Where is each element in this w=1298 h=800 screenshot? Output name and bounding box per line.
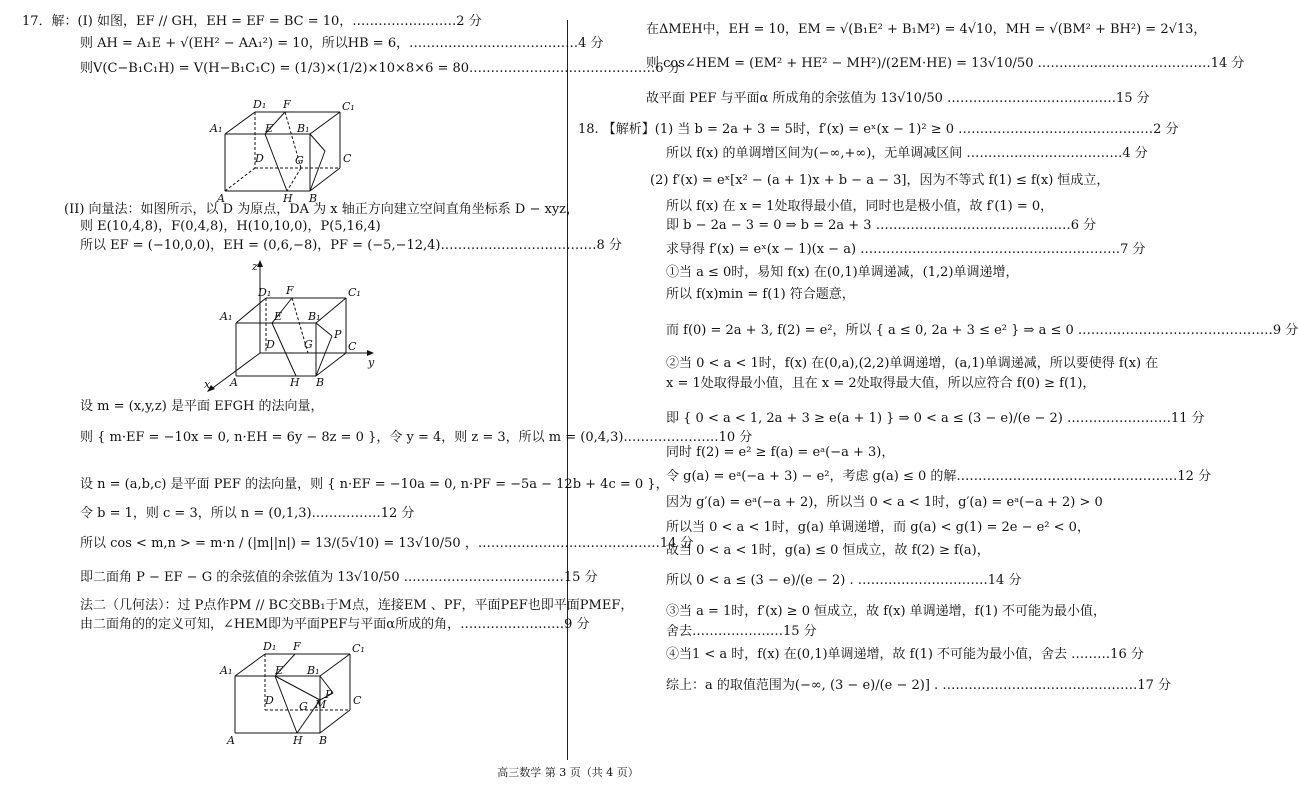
solution-line: 即 b − 2a − 3 = 0 ⇒ b = 2a + 3 ………………………………………6 分	[666, 218, 1097, 233]
solution-line: ②当 0 < a < 1时，f(x) 在(0,a),(2,2)单调递增，(a,1)单调递减，所以要使得 f(x) 在	[666, 356, 1159, 371]
solution-line: 18. 【解析】(1) 当 b = 2a + 3 = 5时，f′(x) = eˣ(x − 1)² ≥ 0 ………………………………………2 分	[578, 122, 1179, 137]
solution-line: ③当 a = 1时，f′(x) ≥ 0 恒成立，故 f(x) 单调递增，f(1) 不可能为最小值，	[666, 604, 1107, 619]
solution-17-line: 即二面角 P − EF − G 的余弦值的余弦值为 13√10/50 .………………………………15 分	[80, 570, 598, 585]
figure-vertex-label: D₁	[263, 640, 277, 653]
figure-vertex-label: H	[290, 376, 300, 389]
figure-vertex-label: H	[283, 192, 293, 205]
figure-vertex-label: A₁	[210, 122, 223, 135]
solution-17-line: 则 E(10,4,8)，F(0,4,8)，H(10,10,0)，P(5,16,4)	[80, 219, 381, 234]
solution-line: 而 f(0) = 2a + 3, f(2) = e²，所以 { a ≤ 0, 2a + 3 ≤ e² } ⇒ a ≤ 0 ………………………………………9 分	[666, 323, 1298, 338]
solution-17-line: 所以 cos < m,n > = m·n / (|m||n|) = 13/(5√10) = 13√10/50 ，……………………………………14 分	[80, 536, 694, 551]
solution-17-line: 17．解：(I) 如图，EF // GH，EH = EF = BC = 10，……………………2 分	[22, 14, 482, 29]
figure-vertex-label: y	[368, 356, 375, 369]
solution-line: 综上：a 的取值范围为(−∞, (3 − e)/(e − 2)] . ………………………………………17 分	[666, 678, 1171, 693]
solution-17-line: 法二（几何法）：过 P点作PM // BC交BB₁于M点，连接EM 、PF，平面PEF也即平面PMEF，	[80, 598, 634, 613]
figure-vertex-label: P	[334, 328, 342, 341]
solution-line: 因为 g′(a) = eᵃ(−a + 2)，所以当 0 < a < 1时，g′(a) = eᵃ(−a + 2) > 0	[666, 495, 1103, 510]
solution-line: ④当1 < a 时，f(x) 在(0,1)单调递增，故 f(1) 不可能为最小值，舍去 ………16 分	[666, 647, 1144, 662]
figure-vertex-label: D	[266, 338, 275, 351]
solution-line: ①当 a ≤ 0时，易知 f(x) 在(0,1)单调递减，(1,2)单调递增，	[666, 265, 1019, 280]
figure-vertex-label: z	[252, 260, 258, 273]
figure-vertex-label: D	[265, 694, 274, 707]
solution-line: 故平面 PEF 与平面α 所成角的余弦值为 13√10/50 …………………………………15 分	[646, 91, 1150, 106]
column-divider	[567, 20, 568, 760]
solution-line: 故当 0 < a < 1时，g(a) ≤ 0 恒成立，故 f(2) ≥ f(a)，	[666, 543, 990, 558]
solution-17-line: 设 n = (a,b,c) 是平面 PEF 的法向量，则 { n·EF = −10a = 0, n·PF = −5a − 12b + 4c = 0 }，	[80, 477, 669, 492]
figure-vertex-label: E	[275, 664, 284, 677]
figure-vertex-label: C	[348, 340, 357, 353]
solution-line: 舍去…………………15 分	[666, 624, 817, 639]
figure-vertex-label: F	[286, 284, 294, 297]
figure-vertex-label: D₁	[253, 98, 267, 111]
figure-vertex-label: C₁	[342, 100, 355, 113]
solution-17-line: 所以 EF = (−10,0,0)，EH = (0,6,−8)，PF = (−5,−12,4)………………………………8 分	[80, 238, 622, 253]
figure-vertex-label: F	[283, 98, 291, 111]
figure-vertex-label: B₁	[297, 122, 310, 135]
figure-vertex-label: B₁	[307, 664, 320, 677]
solution-line: 所以 f(x) 在 x = 1处取得最小值，同时也是极小值，故 f′(1) = 0，	[666, 199, 1054, 214]
figure-vertex-label: A	[230, 376, 238, 389]
page-footer: 高三数学 第 3 页（共 4 页）	[497, 766, 639, 779]
solution-line: (2) f′(x) = eˣ[x² − (a + 1)x + b − a − 3]，因为不等式 f(1) ≤ f(x) 恒成立，	[650, 173, 1110, 188]
figure-vertex-label: A	[217, 192, 225, 205]
solution-17-line: 由二面角的的定义可知，∠HEM即为平面PEF与平面α所成的角，……………………9 分	[80, 617, 590, 632]
solution-line: 则 cos∠HEM = (EM² + HE² − MH²)/(2EM·HE) = 13√10/50 .…………………………………14 分	[646, 56, 1245, 71]
figure-vertex-label: E	[265, 122, 274, 135]
figure-vertex-label: G	[304, 338, 313, 351]
solution-line: x = 1处取得最小值，且在 x = 2处取得最大值，所以应符合 f(0) ≥ f(1)，	[666, 376, 1096, 391]
figure-vertex-label: B	[319, 734, 328, 747]
figure-vertex-label: A₁	[220, 664, 233, 677]
figure-vertex-label: A₁	[220, 310, 233, 323]
solution-17-line: 则 AH = A₁E + √(EH² − AA₁²) = 10，所以HB = 6，…………………………………4 分	[80, 36, 604, 51]
figure-vertex-label: x	[204, 378, 211, 391]
solution-17-line: 则 { m·EF = −10x = 0, n·EH = 6y − 8z = 0 }，令 y = 4，则 z = 3，所以 m = (0,4,3).…………………10 分	[80, 430, 753, 445]
figure-vertex-label: M	[315, 698, 327, 711]
figure-vertex-label: C	[353, 694, 362, 707]
solution-line: 所以当 0 < a < 1时，g(a) 单调递增，而 g(a) < g(1) = 2e − e² < 0，	[666, 520, 1090, 535]
figure-vertex-label: B₁	[308, 310, 321, 323]
solution-line: 在ΔMEH中，EH = 10，EM = √(B₁E² + B₁M²) = 4√10，MH = √(BM² + BH²) = 2√13，	[646, 22, 1207, 37]
solution-line: 同时 f(2) = e² ≥ f(a) = eᵃ(−a + 3)，	[666, 445, 895, 460]
figure-vertex-label: B	[309, 192, 318, 205]
figure-vertex-label: F	[293, 640, 301, 653]
solution-line: 所以 f(x) 的单调增区间为(−∞,+∞)，无单调减区间 ………………………………4 分	[666, 146, 1148, 161]
solution-17-line: 设 m = (x,y,z) 是平面 EFGH 的法向量，	[80, 399, 324, 414]
solution-17-line: 则V(C−B₁C₁H) = V(H−B₁C₁C) = (1/3)×(1/2)×10×8×6 = 80.……………………………………6 分	[80, 61, 681, 76]
cuboid-figure-2	[200, 258, 380, 398]
figure-vertex-label: G	[295, 154, 304, 167]
figure-vertex-label: G	[299, 700, 308, 713]
figure-vertex-label: D	[255, 152, 264, 165]
solution-17-line: (II) 向量法：如图所示，以 D 为原点，DA 为 x 轴正方向建立空间直角坐标系 D − xyz，	[64, 202, 580, 217]
solution-line: 所以 0 < a ≤ (3 − e)/(e − 2) . …………………………14 分	[666, 573, 1022, 588]
figure-vertex-label: H	[293, 734, 303, 747]
figure-vertex-label: C₁	[352, 642, 365, 655]
solution-line: 令 g(a) = eᵃ(−a + 3) − e²，考虑 g(a) ≤ 0 的解……………………………………………12 分	[666, 469, 1212, 484]
figure-vertex-label: A	[227, 734, 235, 747]
figure-vertex-label: D₁	[258, 286, 272, 299]
cuboid-figure-1	[205, 96, 365, 206]
figure-vertex-label: B	[316, 376, 325, 389]
figure-vertex-label: C₁	[348, 286, 361, 299]
figure-vertex-label: E	[274, 310, 283, 323]
solution-17-line: 令 b = 1，则 c = 3，所以 n = (0,1,3).……………12 分	[80, 506, 415, 521]
cuboid-figure-3	[215, 638, 375, 748]
figure-vertex-label: P	[325, 688, 333, 701]
solution-line: 求导得 f′(x) = eˣ(x − 1)(x − a) ……………………………………………………7 分	[666, 242, 1146, 257]
solution-line: 所以 f(x)min = f(1) 符合题意，	[666, 287, 855, 302]
figure-vertex-label: C	[343, 152, 352, 165]
solution-line: 即 { 0 < a < 1, 2a + 3 ≥ e(a + 1) } ⇒ 0 < a ≤ (3 − e)/(e − 2) ……………………11 分	[666, 411, 1205, 426]
